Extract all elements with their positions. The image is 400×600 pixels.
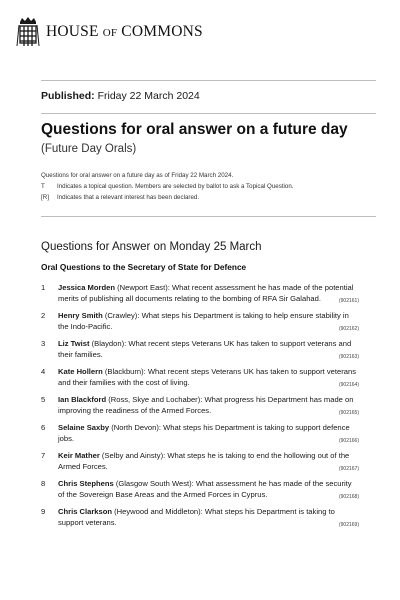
question-ref: (902165)	[338, 410, 359, 417]
question-text	[58, 311, 359, 332]
question-body	[58, 311, 359, 339]
question-text	[58, 507, 359, 528]
constituency: (Crawley):	[102, 311, 142, 320]
legend-row	[41, 192, 294, 203]
questions-list	[41, 283, 359, 535]
question-number: 3	[41, 339, 46, 348]
legend-key: [R]	[41, 194, 49, 201]
constituency: (Newport East):	[114, 283, 172, 292]
question-content: What recent steps Veterans UK has taken to support veterans and their families with the cost of living.	[58, 367, 356, 387]
member-name: Ian Blackford	[58, 395, 107, 404]
member-name: Chris Clarkson	[58, 507, 113, 516]
legend-text: Indicates that a relevant interest has been declared.	[57, 194, 200, 201]
question-item	[41, 339, 359, 367]
member-name: Liz Twist	[58, 339, 90, 348]
question-ref: (902166)	[338, 438, 359, 445]
question-body	[58, 283, 359, 311]
published-date	[41, 90, 200, 102]
question-content: What progress his Department has made on improving the readiness of the Armed Forces.	[58, 395, 354, 415]
question-content: What steps his Department is taking to help ensure stability in the Indo-Pacific.	[58, 311, 349, 331]
question-ref: (902167)	[338, 466, 359, 473]
published-label: Published:	[41, 90, 95, 102]
question-ref: (902161)	[338, 298, 359, 305]
question-body	[58, 423, 359, 451]
question-body	[58, 507, 359, 535]
constituency: (Glasgow South West):	[113, 479, 196, 488]
question-body	[58, 479, 359, 507]
intro-block	[41, 170, 294, 203]
divider	[41, 216, 376, 217]
question-body	[58, 395, 359, 423]
question-text	[58, 479, 359, 500]
question-number: 4	[41, 367, 46, 376]
question-body	[58, 367, 359, 395]
question-text	[58, 283, 359, 304]
member-name: Keir Mather	[58, 451, 100, 460]
question-item	[41, 507, 359, 535]
question-item	[41, 283, 359, 311]
question-content: What steps his Department is taking to support veterans.	[58, 507, 335, 527]
question-text	[58, 339, 359, 360]
brand-of: OF	[102, 27, 118, 39]
question-body	[58, 339, 359, 367]
intro-text: Questions for oral answer on a future day as of Friday 22 March 2024.	[41, 172, 234, 179]
constituency: (Blaydon):	[89, 339, 129, 348]
member-name: Henry Smith	[58, 311, 103, 320]
divider	[41, 113, 376, 114]
member-name: Jessica Morden	[58, 283, 115, 292]
question-number: 6	[41, 423, 46, 432]
constituency: (Selby and Ainsty):	[99, 451, 168, 460]
brand-house: HOUSE	[46, 23, 99, 40]
question-number: 1	[41, 283, 46, 292]
legend-key: T	[41, 183, 45, 190]
brand-name	[46, 23, 203, 41]
question-number: 7	[41, 451, 46, 460]
question-item	[41, 423, 359, 451]
document-title: Questions for oral answer on a future day	[41, 121, 348, 138]
document-subtitle: (Future Day Orals)	[41, 143, 137, 155]
question-ref: (902163)	[338, 354, 359, 361]
constituency: (Heywood and Middleton):	[112, 507, 205, 516]
question-ref: (902164)	[338, 382, 359, 389]
question-content: What assessment he has made of the security of the Sovereign Base Areas and the Armed Forces in Cyprus.	[58, 479, 352, 499]
question-content: What recent steps Veterans UK has taken to support veterans and their families.	[58, 339, 352, 359]
member-name: Chris Stephens	[58, 479, 114, 488]
published-value: Friday 22 March 2024	[94, 90, 200, 102]
question-text	[58, 451, 359, 472]
portcullis-icon	[16, 16, 40, 48]
brand-commons: COMMONS	[121, 23, 203, 40]
question-ref: (902169)	[338, 522, 359, 529]
question-content: What steps his Department is taking to support defence jobs.	[58, 423, 350, 443]
question-content: What recent assessment he has made of the potential merits of publishing all documents relating to the bombing of RFA Sir Galahad.	[58, 283, 354, 303]
question-content: What steps he is taking to end the hollowing out of the Armed Forces.	[58, 451, 350, 471]
question-text	[58, 395, 359, 416]
question-number: 5	[41, 395, 46, 404]
constituency: (Blackburn):	[102, 367, 148, 376]
question-ref: (902168)	[338, 494, 359, 501]
site-header	[16, 14, 203, 50]
day-heading: Questions for Answer on Monday 25 March	[41, 241, 262, 253]
department-heading: Oral Questions to the Secretary of State for Defence	[41, 262, 247, 272]
question-item	[41, 479, 359, 507]
legend-row	[41, 181, 294, 192]
member-name: Kate Hollern	[58, 367, 103, 376]
question-item	[41, 451, 359, 479]
question-item	[41, 395, 359, 423]
question-item	[41, 311, 359, 339]
divider	[41, 80, 376, 81]
question-body	[58, 451, 359, 479]
constituency: (Ross, Skye and Lochaber):	[106, 395, 205, 404]
member-name: Selaine Saxby	[58, 423, 110, 432]
question-ref: (902162)	[338, 326, 359, 333]
legend-text: Indicates a topical question. Members are selected by ballot to ask a Topical Question.	[57, 183, 294, 190]
constituency: (North Devon):	[109, 423, 164, 432]
question-text	[58, 423, 359, 444]
question-number: 9	[41, 507, 46, 516]
question-item	[41, 367, 359, 395]
question-text	[58, 367, 359, 388]
question-number: 2	[41, 311, 46, 320]
question-number: 8	[41, 479, 46, 488]
